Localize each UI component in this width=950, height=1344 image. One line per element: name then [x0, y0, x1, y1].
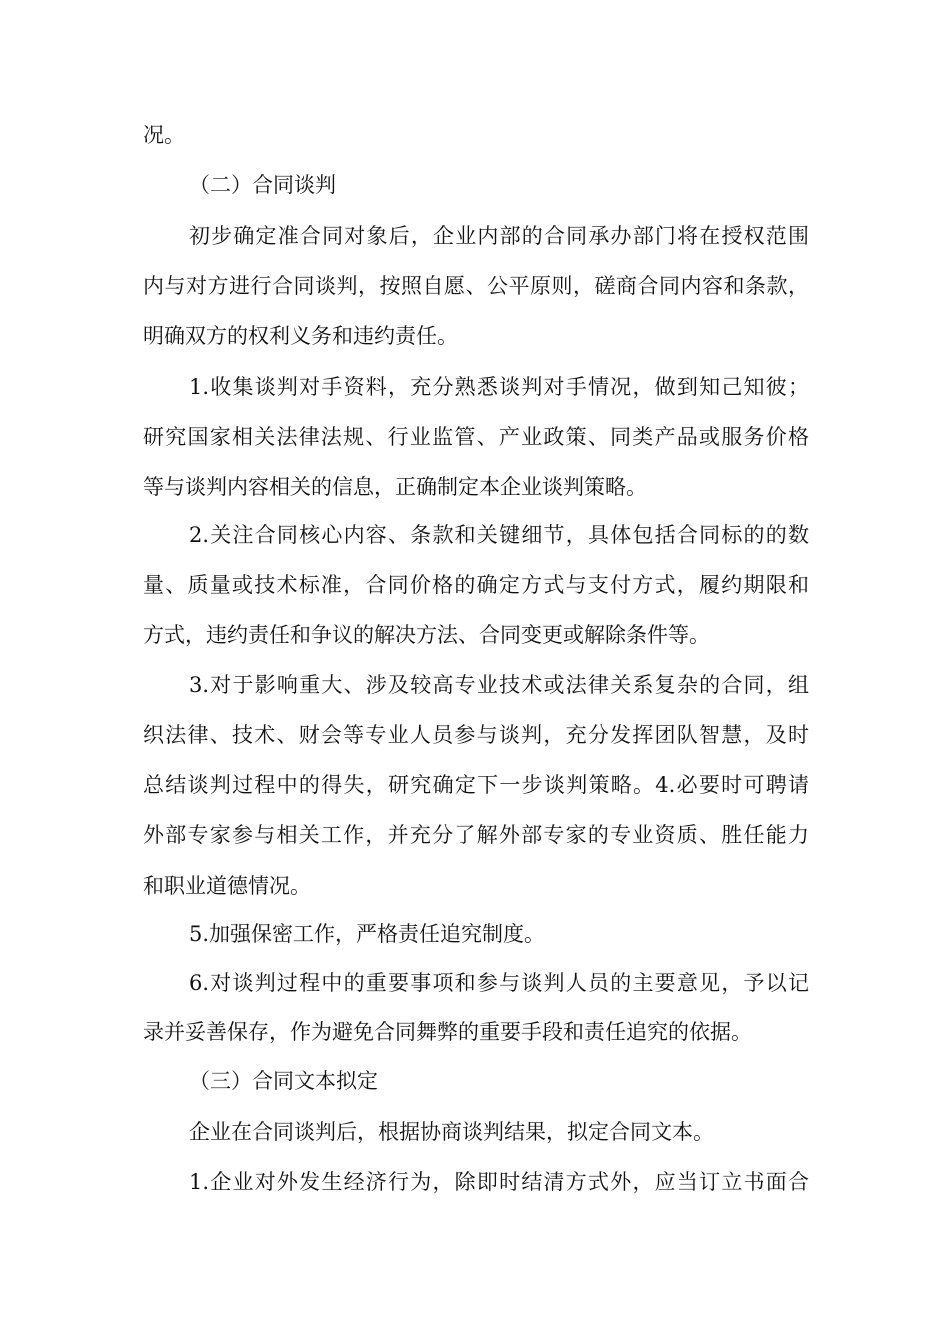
text-line: 织法律、技术、财会等专业人员参与谈判，充分发挥团队智慧，及时	[143, 723, 809, 747]
text-line: 1.收集谈判对手资料，充分熟悉谈判对手情况，做到知己知彼；	[189, 375, 809, 399]
section-heading: （三）合同文本拟定	[189, 1069, 378, 1093]
text-line: 初步确定准合同对象后，企业内部的合同承办部门将在授权范围	[189, 224, 809, 248]
text-line: 研究国家相关法律法规、行业监管、产业政策、同类产品或服务价格	[143, 425, 809, 449]
text-line: 5.加强保密工作，严格责任追究制度。	[189, 922, 546, 946]
text-line: 和职业道德情况。	[143, 874, 311, 898]
section-heading: （二）合同谈判	[189, 173, 336, 197]
text-line: 等与谈判内容相关的信息，正确制定本企业谈判策略。	[143, 475, 647, 499]
text-line: 6.对谈判过程中的重要事项和参与谈判人员的主要意见，予以记	[189, 971, 809, 995]
text-line: 1.企业对外发生经济行为，除即时结清方式外，应当订立书面合	[189, 1170, 809, 1194]
text-line: 总结谈判过程中的得失，研究确定下一步谈判策略。4.必要时可聘请	[143, 773, 809, 797]
text-line: 3.对于影响重大、涉及较高专业技术或法律关系复杂的合同，组	[189, 673, 809, 697]
text-line: 外部专家参与相关工作，并充分了解外部专家的专业资质、胜任能力	[143, 823, 809, 847]
text-line: 况。	[143, 123, 185, 147]
text-line: 明确双方的权利义务和违约责任。	[143, 324, 458, 348]
text-line: 录并妥善保存，作为避免合同舞弊的重要手段和责任追究的依据。	[143, 1020, 752, 1044]
text-line: 方式，违约责任和争议的解决方法、合同变更或解除条件等。	[143, 623, 710, 647]
text-line: 企业在合同谈判后，根据协商谈判结果，拟定合同文本。	[189, 1120, 714, 1144]
text-line: 2.关注合同核心内容、条款和关键细节，具体包括合同标的的数	[189, 523, 809, 547]
text-line: 量、质量或技术标准，合同价格的确定方式与支付方式，履约期限和	[143, 573, 809, 597]
text-line: 内与对方进行合同谈判，按照自愿、公平原则，磋商合同内容和条款，	[143, 274, 809, 298]
